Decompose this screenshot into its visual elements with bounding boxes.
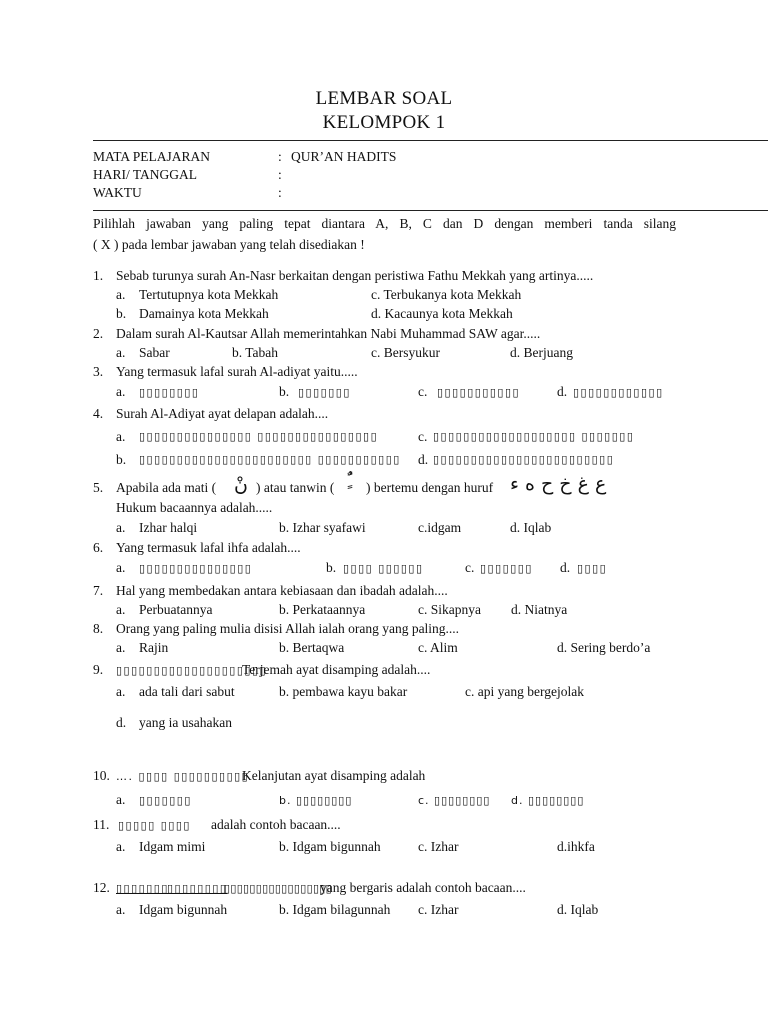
time-colon: : [278,185,282,200]
instructions-line1: Pilihlah jawaban yang paling tepat diantara A, B, C dan D dengan memberi tanda silang [93,216,676,231]
question-4-option-c: ▯▯▯▯▯▯▯▯▯▯▯▯▯▯▯▯▯▯▯ ▯▯▯▯▯▯▯ [433,430,635,443]
question-12-arabic-underlined-1: ▯▯▯▯▯▯▯ [116,882,169,895]
question-7-option-d: d. Niatnya [511,602,568,617]
question-5-text-a: Apabila ada mati ( [116,480,217,495]
question-1-text: Sebab turunya surah An-Nasr berkaitan dengan peristiwa Fathu Mekkah yang artinya..... [116,268,594,283]
question-6-text: Yang termasuk lafal ihfa adalah.... [116,540,301,555]
question-7-text: Hal yang membedakan antara kebiasaan dan ibadah adalah.... [116,583,448,598]
instructions-line2: ( X ) pada lembar jawaban yang telah disediakan ! [93,237,365,252]
option-label: a. [116,640,126,655]
question-12-arabic-underlined-2: ▯▯▯▯▯▯▯▯ [167,882,228,895]
option-label: a. [116,792,126,807]
question-12-arabic-rest: ▯▯▯▯▯▯▯▯▯▯▯▯▯▯▯▯▯ [224,882,333,895]
question-2-text: Dalam surah Al-Kautsar Allah memerintahkan Nabi Muhammad SAW agar..... [116,326,541,341]
question-10-option-a: ▯▯▯▯▯▯▯ [139,794,192,807]
option-label: a. [116,684,126,699]
question-5-option-b: b. Izhar syafawi [279,520,366,535]
page-title: LEMBAR SOAL [315,88,453,109]
question-12-number: 12. [93,880,110,895]
question-10-option-c: c. ▯▯▯▯▯▯▯▯ [418,794,491,807]
question-8-number: 8. [93,621,104,636]
option-label: a. [116,839,126,854]
question-3-number: 3. [93,364,104,379]
question-2-number: 2. [93,326,104,341]
question-5-line2: Hukum bacaannya adalah..... [116,500,273,515]
question-4-option-d: ▯▯▯▯▯▯▯▯▯▯▯▯▯▯▯▯▯▯▯▯▯▯▯▯ [433,453,615,466]
header-bottom-rule [93,210,768,211]
question-5-option-d: d. Iqlab [510,520,552,535]
option-label: b. [326,560,337,575]
question-10-arabic-verse: …. ▯▯▯▯ ▯▯▯▯▯▯▯▯▯▯ [116,770,250,783]
question-3-option-d: ▯▯▯▯▯▯▯▯▯▯▯▯ [573,386,664,399]
question-4-text: Surah Al-Adiyat ayat delapan adalah.... [116,406,329,421]
question-11-option-c: c. Izhar [418,839,459,854]
question-7-option-b: b. Perkataannya [279,602,366,617]
question-9-option-c: c. api yang bergejolak [465,684,584,699]
time-label: WAKTU [93,185,142,200]
question-8-option-d: d. Sering berdo’a [557,640,651,655]
question-4-number: 4. [93,406,104,421]
question-3-option-a: ▯▯▯▯▯▯▯▯ [139,386,200,399]
question-9-arabic-verse: ▯▯▯▯▯▯▯▯▯▯▯▯▯▯▯▯▯▯▯▯ [116,664,268,677]
question-8-option-a: Rajin [139,640,169,655]
question-5-nun-sukun: نْ [234,474,248,496]
question-11-arabic: ▯▯▯▯▯ ▯▯▯▯ [118,819,191,832]
question-9-text: Terjemah ayat disamping adalah.... [242,662,431,677]
question-10-option-b: b. ▯▯▯▯▯▯▯▯ [279,794,353,807]
question-6-option-a: ▯▯▯▯▯▯▯▯▯▯▯▯▯▯▯ [139,562,253,575]
question-10-option-d: d. ▯▯▯▯▯▯▯▯ [511,794,585,807]
question-8-option-b: b. Bertaqwa [279,640,345,655]
option-label: d. [116,715,127,730]
question-3-option-b: ▯▯▯▯▯▯▯ [298,386,351,399]
option-label: a. [116,429,126,444]
question-1-option-a: Tertutupnya kota Mekkah [139,287,279,302]
question-6-option-d: ▯▯▯▯ [577,562,608,575]
question-5-text-b: ) atau tanwin ( [256,480,335,495]
option-label: a. [116,602,126,617]
question-11-option-a: Idgam mimi [139,839,206,854]
question-8-option-c: c. Alim [418,640,458,655]
question-12-option-c: c. Izhar [418,902,459,917]
option-label: a. [116,560,126,575]
question-2-option-b: b. Tabah [232,345,279,360]
question-6-number: 6. [93,540,104,555]
question-3-text: Yang termasuk lafal surah Al-adiyat yaitu..... [116,364,358,379]
question-9-number: 9. [93,662,104,677]
subject-colon: : [278,149,282,164]
question-9-option-d: yang ia usahakan [139,715,232,730]
header-top-rule [93,140,768,141]
date-colon: : [278,167,282,182]
question-5-option-c: c.idgam [418,520,462,535]
question-10-text: Kelanjutan ayat disamping adalah [242,768,426,783]
question-2-option-a: Sabar [139,345,170,360]
question-8-text: Orang yang paling mulia disisi Allah ialah orang yang paling.... [116,621,460,636]
question-9-option-b: b. pembawa kayu bakar [279,684,408,699]
question-1-number: 1. [93,268,104,283]
option-label: b. [279,384,290,399]
question-12-option-b: b. Idgam bilagunnah [279,902,391,917]
question-5-text-c: ) bertemu dengan huruf [366,480,494,495]
question-1-option-d: d. Kacaunya kota Mekkah [371,306,513,321]
question-12-option-d: d. Iqlab [557,902,599,917]
question-10-number: 10. [93,768,110,783]
question-2-option-c: c. Bersyukur [371,345,440,360]
question-6-option-c: ▯▯▯▯▯▯▯ [480,562,533,575]
subject-label: MATA PELAJARAN [93,149,211,164]
question-12-option-a: Idgam bigunnah [139,902,228,917]
question-5-number: 5. [93,480,104,495]
option-label: a. [116,384,126,399]
question-11-text: adalah contoh bacaan.... [211,817,341,832]
option-label: a. [116,902,126,917]
option-label: a. [116,520,126,535]
option-label: b. [116,306,127,321]
question-11-option-d: d.ihkfa [557,839,595,854]
subject-value: QUR’AN HADITS [291,149,397,164]
question-1-option-c: c. Terbukanya kota Mekkah [371,287,522,302]
question-4-option-b: ▯▯▯▯▯▯▯▯▯▯▯▯▯▯▯▯▯▯▯▯▯▯▯ ▯▯▯▯▯▯▯▯▯▯▯ [139,453,401,466]
question-2-option-d: d. Berjuang [510,345,573,360]
question-6-option-b: ▯▯▯▯ ▯▯▯▯▯▯ [343,562,424,575]
option-label: a. [116,345,126,360]
option-label: b. [116,452,127,467]
question-5-option-a: Izhar halqi [139,520,198,535]
question-7-option-a: Perbuatannya [139,602,213,617]
question-1-option-b: Damainya kota Mekkah [139,306,269,321]
page-subtitle: KELOMPOK 1 [322,112,446,133]
date-label: HARI/ TANGGAL [93,167,198,182]
question-9-option-a: ada tali dari sabut [139,684,235,699]
question-4-option-a: ▯▯▯▯▯▯▯▯▯▯▯▯▯▯▯ ▯▯▯▯▯▯▯▯▯▯▯▯▯▯▯▯ [139,430,379,443]
question-5-hijaiyah-letters: ع غ خ ح ه ء [510,473,607,495]
question-12-text: yang bergaris adalah contoh bacaan.... [320,880,526,895]
question-7-option-c: c. Sikapnya [418,602,481,617]
question-7-number: 7. [93,583,104,598]
question-11-number: 11. [93,817,110,832]
option-label: a. [116,287,126,302]
question-11-option-b: b. Idgam bigunnah [279,839,381,854]
question-3-option-c: ▯▯▯▯▯▯▯▯▯▯▯ [437,386,521,399]
